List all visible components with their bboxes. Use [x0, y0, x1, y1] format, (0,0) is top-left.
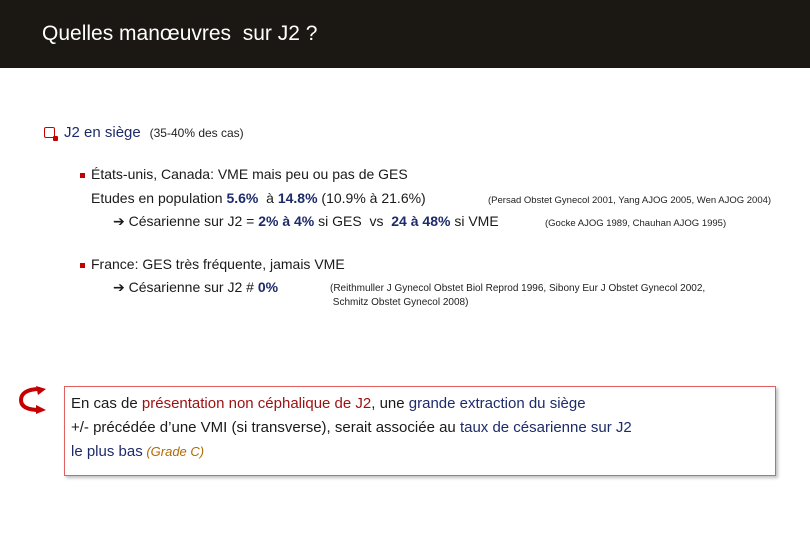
conclusion-highlight-navy: le plus bas — [71, 443, 143, 460]
bullet1-line3-sep: si GES vs — [314, 213, 392, 229]
bullet2-line2-text: Césarienne sur J2 # — [128, 279, 258, 295]
bullet1-value-2: 14.8% — [277, 190, 318, 206]
bullet1-line2-sep: à — [258, 190, 278, 206]
curved-arrow-icon — [18, 386, 48, 414]
bullet1-ref-2: (Gocke AJOG 1989, Chauhan AJOG 1995) — [545, 218, 727, 229]
square-bullet-icon — [80, 263, 85, 268]
bullet2-value: 0% — [257, 279, 279, 295]
bullet1-line3 — [113, 213, 503, 230]
square-bullet-icon — [80, 173, 85, 178]
checkbox-bullet-icon — [44, 127, 55, 138]
bullet2-ref-2: Schmitz Obstet Gynecol 2008) — [330, 297, 469, 308]
conclusion-line3 — [71, 443, 204, 460]
conclusion-box — [64, 386, 776, 476]
conclusion-highlight-navy: grande extraction du siège — [408, 395, 586, 412]
slide-title: Quelles manœuvres sur J2 ? — [42, 22, 318, 45]
bullet2-ref-1: (Reithmuller J Gynecol Obstet Biol Reprod 1996, Sibony Eur J Obstet Gynecol 2002, — [330, 283, 706, 294]
conclusion-highlight-red: présentation non céphalique de J2 — [141, 395, 372, 412]
bullet1-value-1: 5.6% — [226, 190, 259, 206]
section-heading — [64, 124, 244, 142]
bullet1-line3-text: Césarienne sur J2 = — [128, 213, 259, 229]
bullet1-line2-text: Etudes en population — [91, 190, 227, 206]
conclusion-text: En cas de — [71, 395, 142, 412]
bullet1-range: (10.9% à 21.6%) — [317, 190, 426, 206]
bullet1-value-3: 2% à 4% — [258, 213, 315, 229]
conclusion-text: , une — [371, 395, 409, 412]
bullet1-value-4: 24 à 48% — [391, 213, 451, 229]
section-heading-text: J2 en siège — [64, 124, 141, 141]
grade-label: (Grade C) — [142, 444, 205, 459]
arrow-right-icon: ➔ — [113, 279, 129, 295]
bullet1-ref-1: (Persad Obstet Gynecol 2001, Yang AJOG 2005, Wen AJOG 2004) — [488, 195, 772, 206]
conclusion-line1 — [71, 395, 586, 412]
title-bar — [0, 0, 810, 68]
conclusion-text: +/- précédée d’une VMI (si transverse), serait associée au — [71, 419, 460, 436]
bullet1-line1: États-unis, Canada: VME mais peu ou pas de GES — [91, 166, 408, 182]
section-heading-note: (35-40% des cas) — [149, 126, 244, 140]
bullet1-line2 — [91, 190, 426, 206]
bullet2-line2 — [113, 279, 278, 296]
bullet1-line3-end: si VME — [450, 213, 503, 229]
arrow-right-icon: ➔ — [113, 213, 129, 229]
conclusion-line2 — [71, 419, 632, 436]
bullet2-line1: France: GES très fréquente, jamais VME — [91, 256, 345, 272]
conclusion-highlight-navy: taux de césarienne sur J2 — [459, 419, 632, 436]
